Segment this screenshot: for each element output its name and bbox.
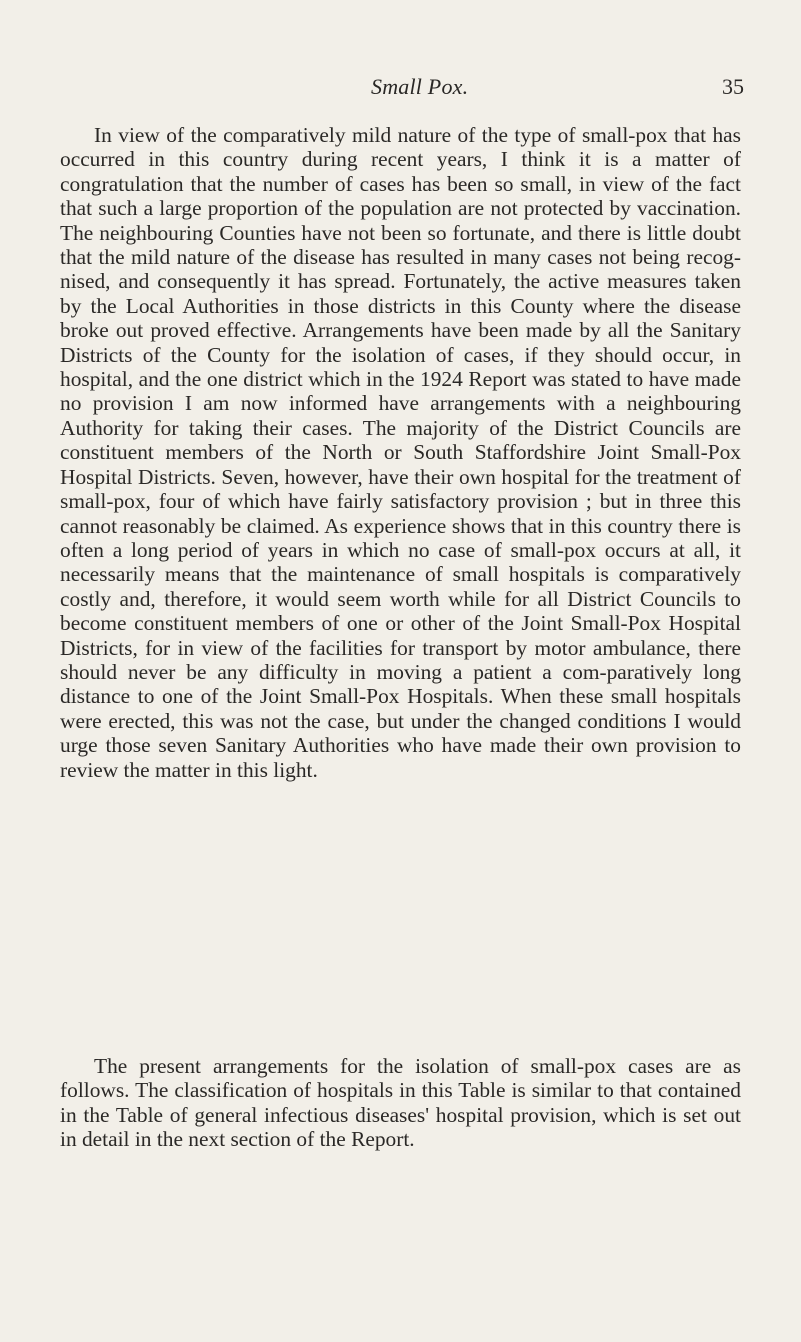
running-header: Small Pox.: [371, 74, 469, 99]
page-number: 35: [722, 74, 744, 99]
paragraph-vaccination-and-hospitals: In view of the comparatively mild nature of the type of small-pox that has occurred in this country during recent years, I think it is a matter of congratulation that the number of cases has been so small, in view of the fact that such a large proportion of the population are not protected by vaccination. The neighbouring Counties have not been so fortunate, and there is little doubt that the mild nature of the disease has resulted in many cases not being recog-nised, and consequently it has spread. Fortunately, the active measures taken by the Local Authorities in those districts in this County where the disease broke out proved effective. Arrangements have been made by all the Sanitary Districts of the County for the isolation of cases, if they should occur, in hospital, and the one district which in the 1924 Report was stated to have made no provision I am now informed have arrangements with a neighbouring Authority for taking their cases. The majority of the District Councils are constituent members of the North or South Staffordshire Joint Small-Pox Hospital Districts. Seven, however, have their own hospital for the treatment of small-pox, four of which have fairly satisfactory provision ; but in three this cannot reasonably be claimed. As experience shows that in this country there is often a long period of years in which no case of small-pox occurs at all, it necessarily means that the maintenance of small hospitals is comparatively costly and, therefore, it would seem worth while for all District Councils to become constituent members of one or other of the Joint Small-Pox Hospital Districts, for in view of the facilities for transport by motor ambulance, there should never be any difficulty in moving a patient a com-paratively long distance to one of the Joint Small-Pox Hospitals. When these small hospitals were erected, this was not the case, but under the changed conditions I would urge those seven Sanitary Authorities who have made their own provision to review the matter in this light.: [60, 123, 741, 782]
paragraph-isolation-arrangements: The present arrangements for the isolation of small-pox cases are as follows. The classification of hospitals in this Table is similar to that contained in the Table of general infectious diseases' hospital provision, which is set out in detail in the next section of the Report.: [60, 1054, 741, 1152]
